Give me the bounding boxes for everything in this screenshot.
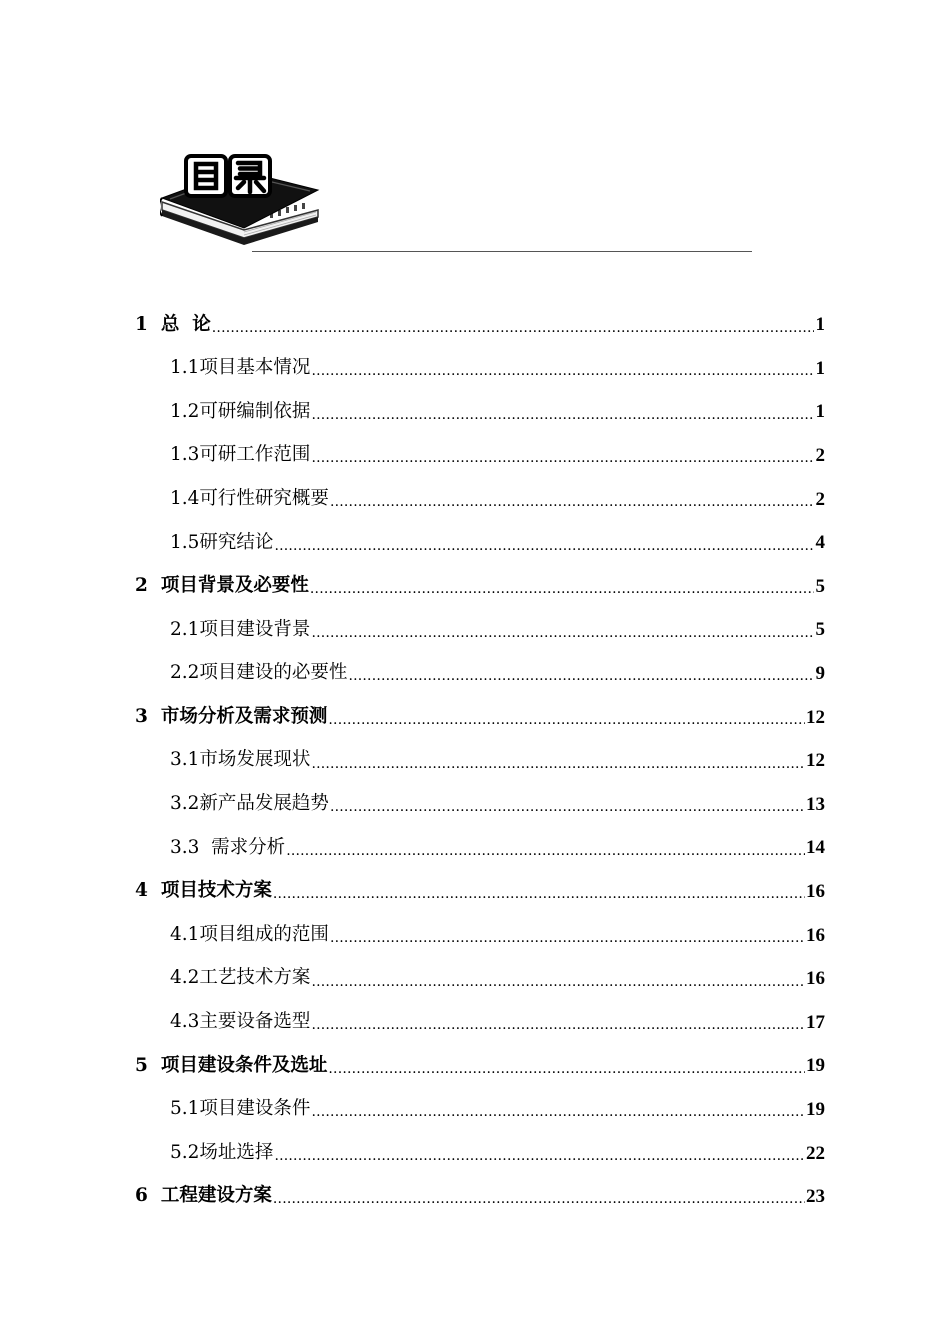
dot-leader [311,364,814,390]
toc-entry-title: 项目建设条件 [199,1098,311,1120]
toc-entry-number: 6 [135,1185,148,1207]
toc-entry[interactable] [135,1131,825,1175]
dot-leader [328,713,805,739]
toc-entry[interactable] [135,957,825,1001]
toc-entry-title: 总 论 [160,313,211,335]
toc-entry-number: 2.1 [170,618,200,640]
toc-entry-page: 14 [806,837,825,859]
toc-entry-page: 1 [815,357,825,379]
dot-leader [274,1149,805,1175]
toc-entry-title: 工程建设方案 [160,1185,272,1207]
toc-entry-title: 市场发展现状 [199,749,311,771]
dot-leader [274,539,814,565]
toc-entry[interactable] [135,739,825,783]
toc-entry-title: 场址选择 [199,1141,274,1163]
toc-entry-number: 5.1 [170,1098,200,1120]
toc-entry-number: 4.2 [170,967,200,989]
toc-entry[interactable] [135,347,825,391]
toc-entry[interactable] [135,565,825,609]
toc-entry-number: 3.3 [170,836,200,858]
dot-leader [212,321,814,347]
header-rule [252,251,752,252]
toc-entry-page: 13 [806,793,825,815]
toc-entry-page: 16 [806,924,825,946]
toc-entry-title: 项目建设条件及选址 [160,1054,328,1076]
toc-entry-number: 3.2 [170,793,200,815]
toc-entry-number: 3 [135,705,148,727]
dot-leader [311,975,805,1001]
toc-entry[interactable] [135,303,825,347]
dot-leader [311,1018,805,1044]
toc-entry-title: 可研编制依据 [199,400,311,422]
toc-entry-number: 1.5 [170,531,200,553]
toc-entry-page: 12 [806,706,825,728]
toc-entry-page: 5 [815,619,825,641]
dot-leader [328,1062,805,1088]
toc-entry[interactable] [135,1044,825,1088]
toc-entry-title: 市场分析及需求预测 [160,705,328,727]
dot-leader [311,626,814,652]
toc-entry-title: 可研工作范围 [199,444,311,466]
toc-entry-number: 4 [135,880,148,902]
toc-entry-page: 12 [806,750,825,772]
toc-entry[interactable] [135,652,825,696]
toc-entry[interactable] [135,913,825,957]
dot-leader [330,495,814,521]
toc-entry[interactable] [135,695,825,739]
table-of-contents [135,303,825,1218]
toc-entry-title: 新产品发展趋势 [199,793,329,815]
dot-leader [311,757,805,783]
dot-leader [273,1192,805,1218]
dot-leader [311,408,814,434]
dot-leader [330,931,805,957]
toc-entry[interactable] [135,1175,825,1219]
toc-entry-page: 16 [806,968,825,990]
toc-entry[interactable] [135,608,825,652]
toc-entry-title: 主要设备选型 [199,1011,311,1033]
toc-entry[interactable] [135,477,825,521]
dot-leader [311,1105,805,1131]
toc-entry-number: 1.4 [170,487,200,509]
toc-entry-number: 1.2 [170,400,200,422]
toc-entry-page: 5 [815,575,825,597]
toc-entry-page: 1 [815,314,825,336]
toc-entry-title: 需求分析 [199,836,286,858]
toc-header [160,150,760,265]
toc-entry-number: 5.2 [170,1141,200,1163]
dot-leader [273,887,805,913]
toc-entry[interactable] [135,826,825,870]
dot-leader [286,844,805,870]
toc-entry-page: 19 [806,1098,825,1120]
toc-entry[interactable] [135,1088,825,1132]
toc-entry-title: 可行性研究概要 [199,487,329,509]
toc-entry[interactable] [135,434,825,478]
toc-entry-number: 1.3 [170,444,200,466]
toc-entry-page: 9 [815,663,825,685]
toc-entry-number: 5 [135,1054,148,1076]
toc-entry[interactable] [135,783,825,827]
badge-text: 目录 [160,150,162,151]
toc-entry[interactable] [135,1001,825,1045]
toc-entry-title: 项目基本情况 [199,357,311,379]
dot-leader [330,800,805,826]
toc-entry-number: 1.1 [170,357,200,379]
toc-entry-title: 项目背景及必要性 [160,575,309,597]
toc-entry-number: 1 [135,313,148,335]
book-icon [160,150,330,262]
toc-entry-number: 2 [135,575,148,597]
toc-entry-number: 4.1 [170,923,200,945]
toc-entry-number: 4.3 [170,1011,200,1033]
toc-entry-title: 项目技术方案 [160,880,272,902]
toc-entry-number: 3.1 [170,749,200,771]
toc-entry-page: 16 [806,881,825,903]
toc-entry-page: 19 [806,1055,825,1077]
toc-entry-title: 工艺技术方案 [199,967,311,989]
toc-entry[interactable] [135,390,825,434]
toc-entry-page: 23 [806,1186,825,1208]
toc-entry-title: 项目建设背景 [199,618,311,640]
toc-entry-title: 项目组成的范围 [199,923,329,945]
toc-entry-page: 1 [815,401,825,423]
toc-entry-number: 2.2 [170,662,200,684]
toc-entry-title: 研究结论 [199,531,274,553]
toc-entry-page: 2 [815,488,825,510]
toc-entry[interactable] [135,870,825,914]
toc-entry-title: 项目建设的必要性 [199,662,348,684]
toc-entry-page: 4 [815,532,825,554]
toc-entry-page: 2 [815,445,825,467]
dot-leader [348,669,814,695]
dot-leader [311,451,814,477]
dot-leader [310,582,814,608]
toc-entry-page: 22 [806,1142,825,1164]
toc-entry-page: 17 [806,1011,825,1033]
toc-entry[interactable] [135,521,825,565]
